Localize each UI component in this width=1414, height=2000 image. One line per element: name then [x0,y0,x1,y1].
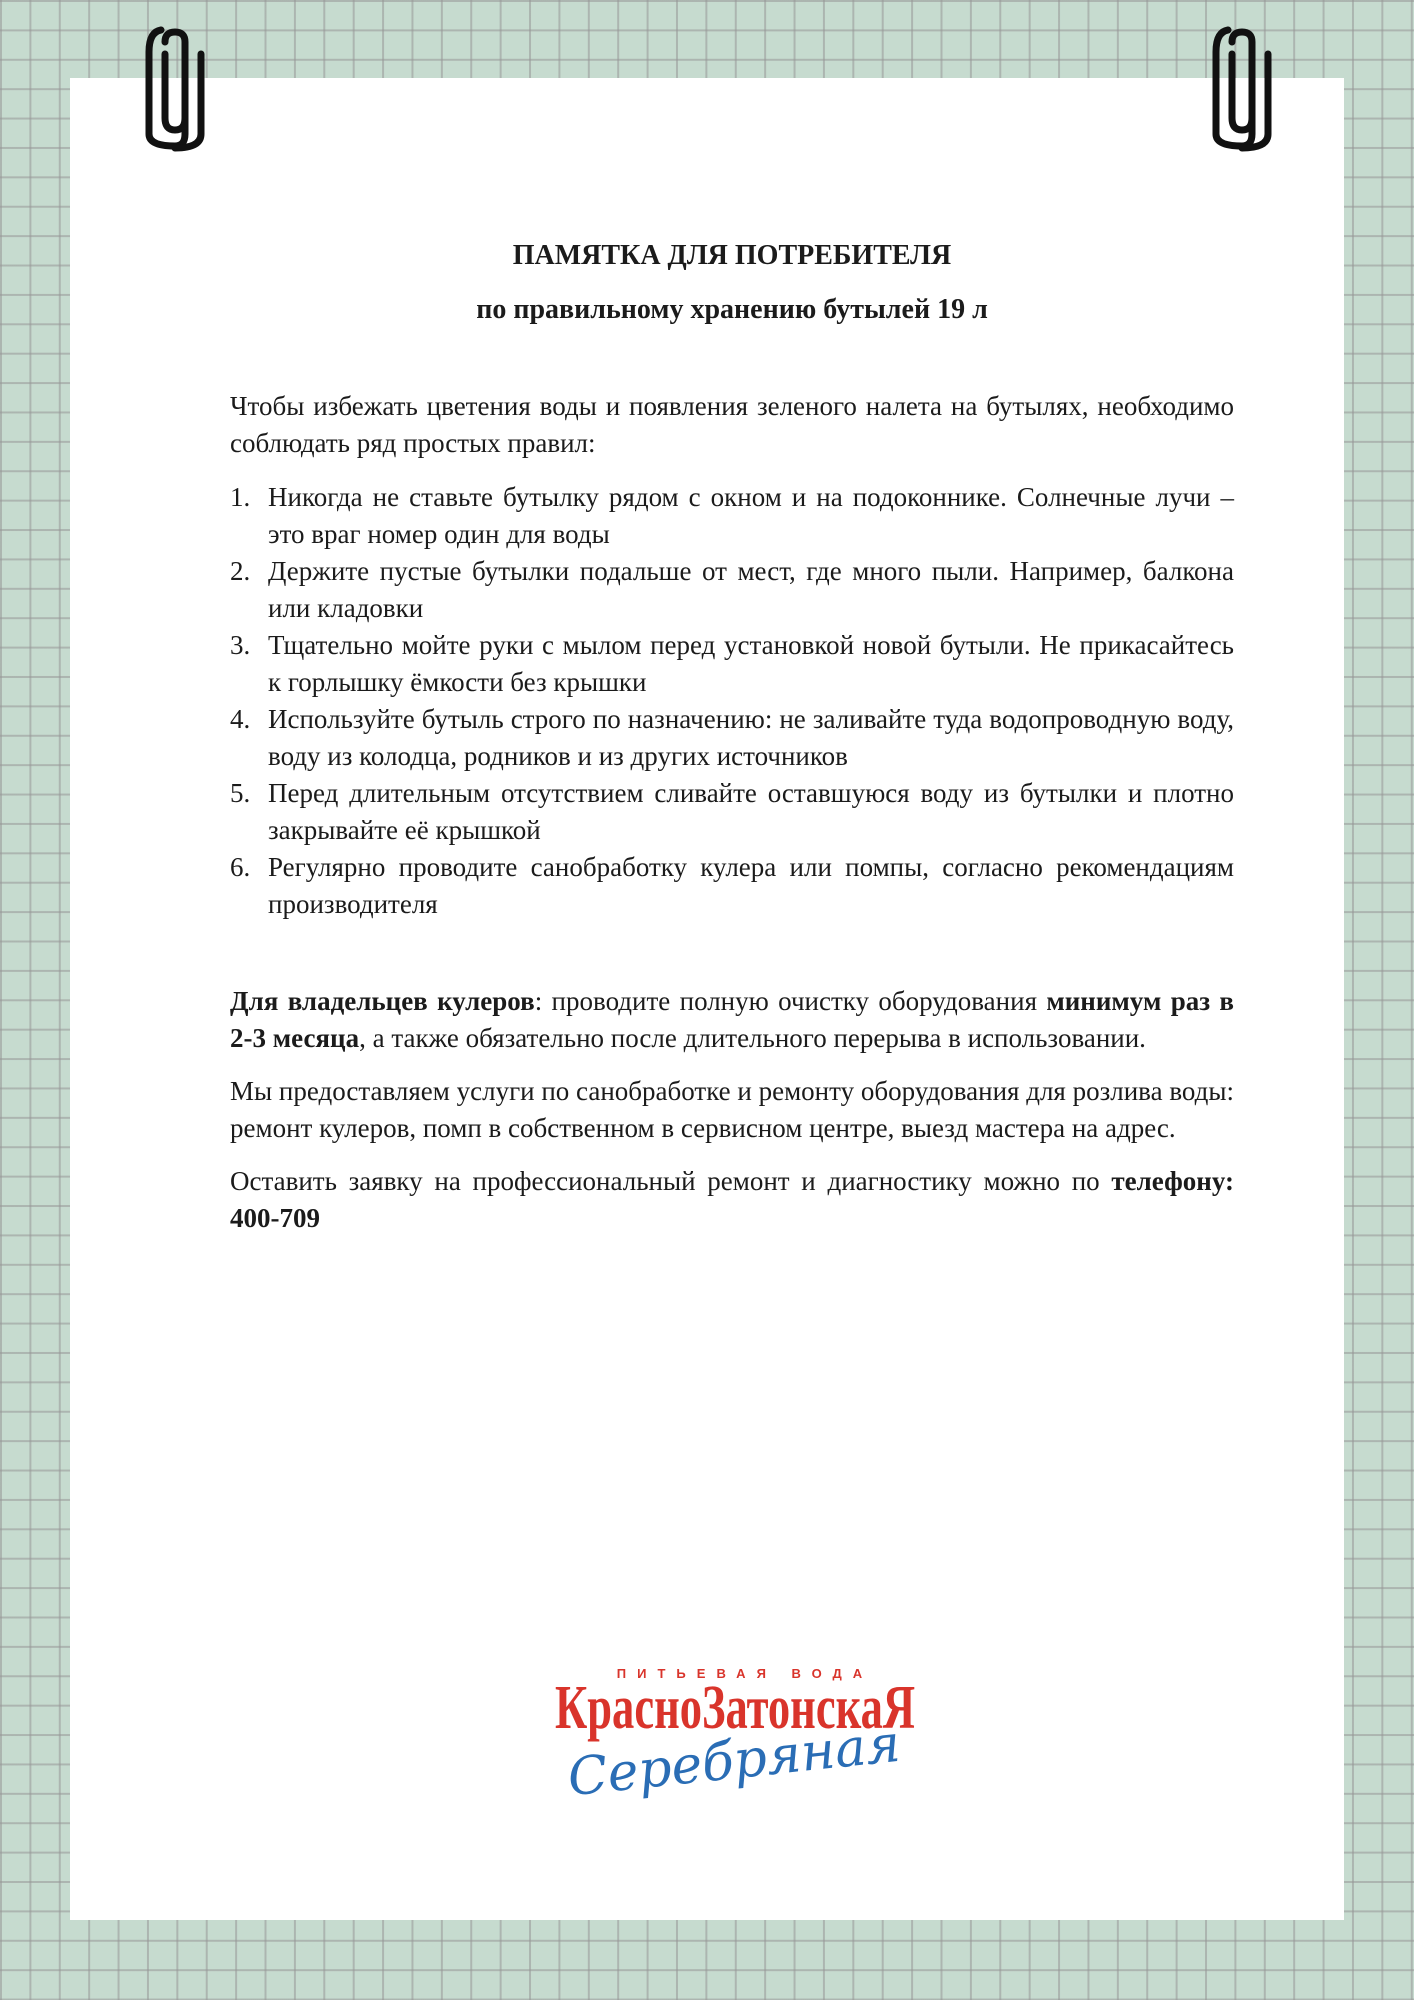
rule-item [230,627,1234,701]
logo-brand: КрасноЗатонскаЯ [555,1674,915,1742]
rule-item [230,479,1234,553]
document-subtitle: по правильному хранению бутылей 19 л [476,294,988,325]
rule-number: 1. [230,482,251,512]
cleaning-frequency: минимум раз в 2-3 месяца [230,986,1235,1053]
request-paragraph [230,1163,1234,1237]
rule-item [230,775,1234,849]
intro-paragraph: Чтобы избежать цветения воды и появления зеленого налета на бутылях, необходимо соблюдать ряд простых правил: [230,391,1234,458]
rule-item [230,701,1234,775]
rule-number: 4. [230,704,251,734]
request-text: Оставить заявку на профессиональный ремонт и диагностику можно по [230,1166,1112,1196]
document-title: ПАМЯТКА ДЛЯ ПОТРЕБИТЕЛЯ [512,240,952,271]
rule-text: Используйте бутыль строго по назначению: не заливайте туда водопроводную воду, воду из колодца, родников и из других источников [268,704,1234,771]
owners-text-2: , а также обязательно после длительного перерыва в использовании. [359,1023,1146,1053]
phone-number: телефону: 400-709 [230,1166,1234,1233]
owners-lead: Для владельцев кулеров [230,986,535,1016]
rule-number: 5. [230,778,251,808]
rule-number: 2. [230,556,251,586]
rule-item [230,849,1234,923]
rule-text: Перед длительным отсутствием сливайте оставшуюся воду из бутылки и плотно закрывайте её крышкой [268,778,1234,845]
rule-number: 3. [230,630,251,660]
owners-text-1: : проводите полную очистку оборудования [534,986,1047,1016]
logo-tagline: ПИТЬЕВАЯ ВОДА [616,1666,874,1681]
rules-list [230,479,1234,923]
logo-script: Серебряная [564,1713,904,1809]
document-content [230,236,1234,1237]
rule-text: Никогда не ставьте бутылку рядом с окном и на подоконнике. Солнечные лучи – это враг номер один для воды [268,482,1234,549]
rule-number: 6. [230,852,251,882]
owners-paragraph [230,983,1234,1057]
rule-text: Регулярно проводите санобработку кулера или помпы, согласно рекомендациям производителя [268,852,1234,919]
paperclip-icon [1210,26,1274,152]
brand-logo [545,1660,925,1820]
rule-item [230,553,1234,627]
services-paragraph: Мы предоставляем услуги по санобработке и ремонту оборудования для розлива воды: ремонт кулеров, помп в собственном в сервисном центре, выезд мастера на адрес. [230,1076,1234,1143]
rule-text: Тщательно мойте руки с мылом перед установкой новой бутыли. Не прикасайтесь к горлышку ёмкости без крышки [268,630,1234,697]
paperclip-icon [143,26,207,152]
rule-text: Держите пустые бутылки подальше от мест, где много пыли. Например, балкона или кладовки [268,556,1234,623]
